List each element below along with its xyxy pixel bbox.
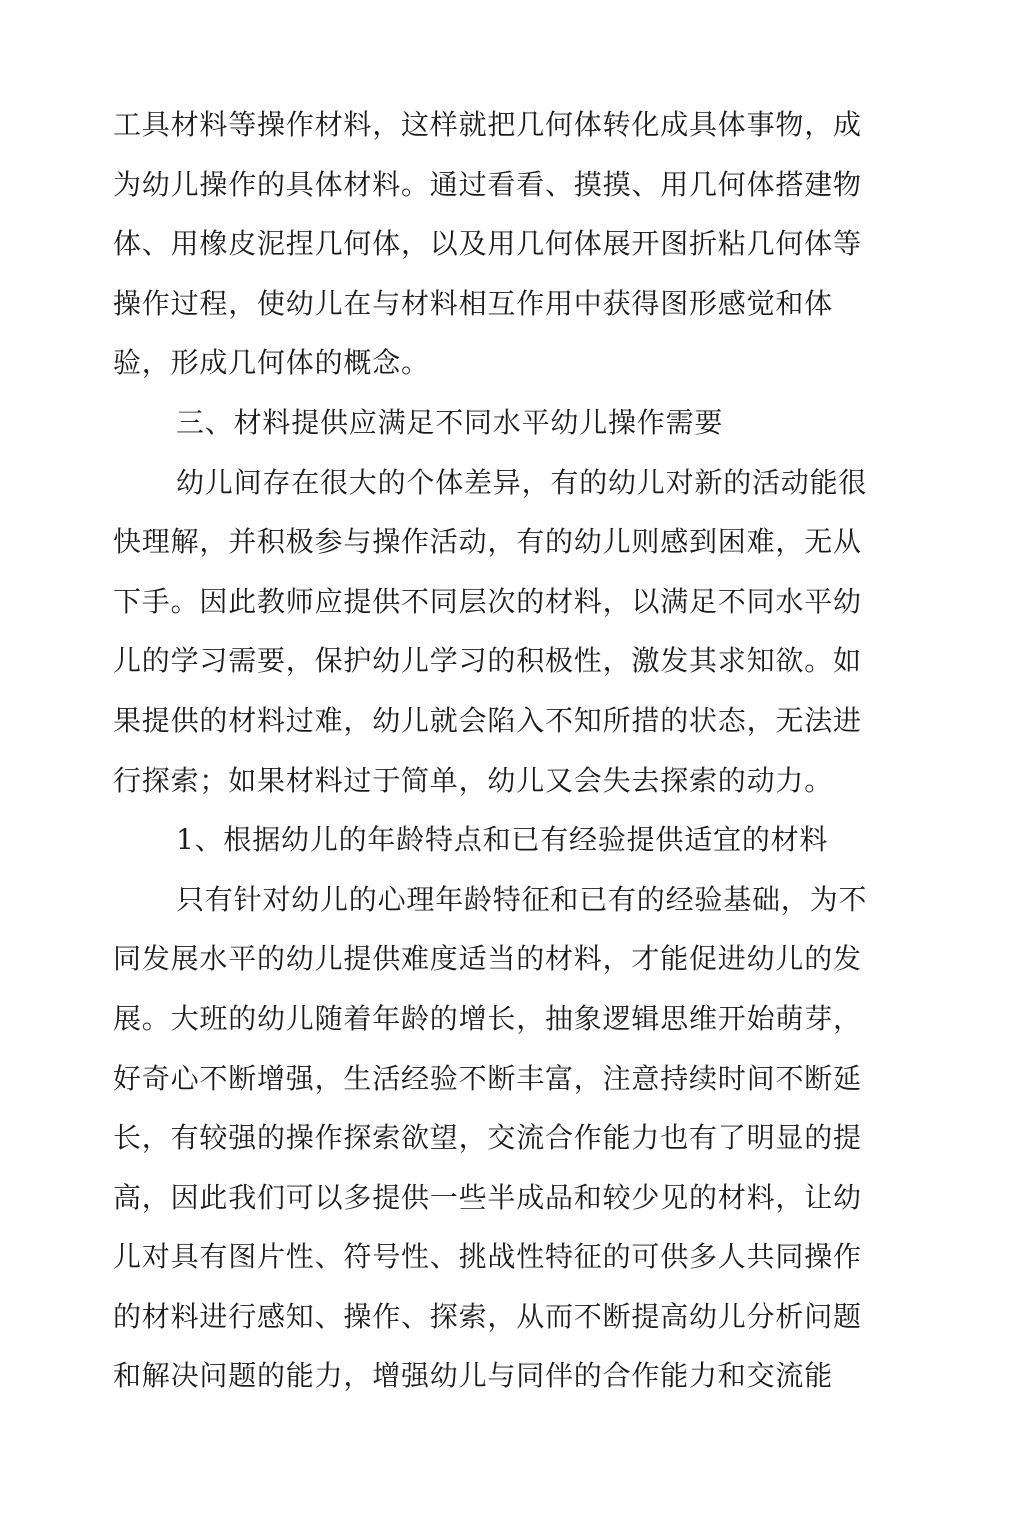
text-line: 幼儿间存在很大的个体差异，有的幼儿对新的活动能很 bbox=[176, 465, 868, 499]
text-line: 下手。因此教师应提供不同层次的材料，以满足不同水平幼 bbox=[113, 584, 862, 618]
text-line: 好奇心不断增强，生活经验不断丰富，注意持续时间不断延 bbox=[113, 1061, 862, 1095]
text-line: 工具材料等操作材料，这样就把几何体转化成具体事物，成 bbox=[113, 108, 862, 141]
text-line: 儿的学习需要，保护幼儿学习的积极性，激发其求知欲。如 bbox=[113, 644, 862, 678]
text-line: 高，因此我们可以多提供一些半成品和较少见的材料，让幼 bbox=[113, 1180, 862, 1214]
heading-text: 1、根据幼儿的年龄特点和已有经验提供适宜的材料 bbox=[176, 823, 829, 857]
text-line: 展。大班的幼儿随着年龄的增长，抽象逻辑思维开始萌芽， bbox=[113, 1001, 862, 1035]
document-page bbox=[113, 95, 883, 1406]
text-line: 同发展水平的幼儿提供难度适当的材料，才能促进幼儿的发 bbox=[113, 942, 862, 976]
subsection-heading bbox=[113, 810, 883, 870]
text-line: 和解决问题的能力，增强幼儿与同伴的合作能力和交流能 bbox=[113, 1359, 834, 1393]
text-line: 的材料进行感知、操作、探索，从而不断提高幼儿分析问题 bbox=[113, 1299, 862, 1333]
body-paragraph bbox=[113, 95, 883, 393]
section-heading bbox=[113, 393, 883, 453]
body-paragraph bbox=[113, 870, 883, 1406]
heading-text: 三、材料提供应满足不同水平幼儿操作需要 bbox=[176, 405, 724, 439]
text-line: 果提供的材料过难，幼儿就会陷入不知所措的状态，无法进 bbox=[113, 703, 862, 737]
text-line: 体、用橡皮泥捏几何体，以及用几何体展开图折粘几何体等 bbox=[113, 227, 862, 261]
text-line: 操作过程，使幼儿在与材料相互作用中获得图形感觉和体 bbox=[113, 286, 834, 320]
text-line: 儿对具有图片性、符号性、挑战性特征的可供多人共同操作 bbox=[113, 1240, 862, 1274]
text-line: 为幼儿操作的具体材料。通过看看、摸摸、用几何体搭建物 bbox=[113, 167, 862, 201]
text-line: 行探索；如果材料过于简单，幼儿又会失去探索的动力。 bbox=[113, 763, 834, 797]
text-line: 验，形成几何体的概念。 bbox=[113, 346, 430, 380]
text-line: 长，有较强的操作探索欲望，交流合作能力也有了明显的提 bbox=[113, 1121, 862, 1155]
text-line: 只有针对幼儿的心理年龄特征和已有的经验基础，为不 bbox=[176, 882, 868, 916]
body-paragraph bbox=[113, 453, 883, 811]
text-line: 快理解，并积极参与操作活动，有的幼儿则感到困难，无从 bbox=[113, 525, 862, 559]
